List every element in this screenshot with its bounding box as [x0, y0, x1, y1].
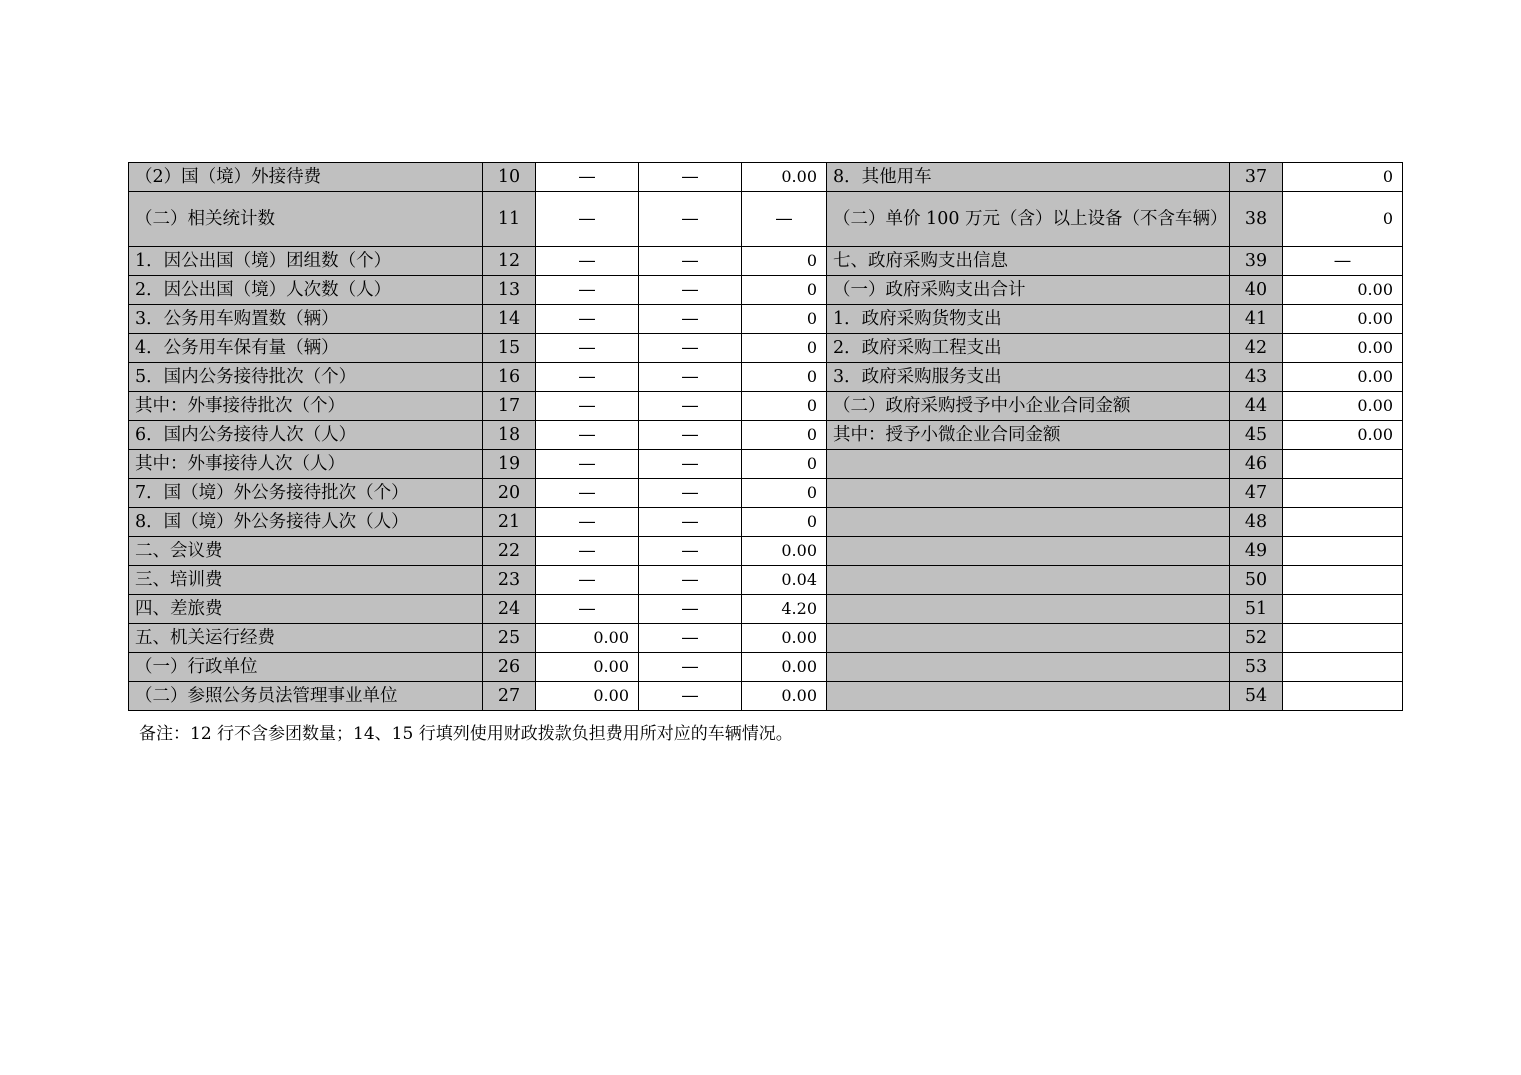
- left-item-label: （二）参照公务员法管理事业单位: [129, 682, 483, 711]
- right-item-label: [827, 624, 1230, 653]
- left-line-number: 21: [483, 508, 536, 537]
- left-line-number: 18: [483, 421, 536, 450]
- right-line-number: 51: [1230, 595, 1283, 624]
- left-line-number: 19: [483, 450, 536, 479]
- left-line-number: 26: [483, 653, 536, 682]
- table-row: [129, 163, 1403, 192]
- left-value-c2: —: [639, 624, 742, 653]
- right-line-number: 45: [1230, 421, 1283, 450]
- left-line-number: 22: [483, 537, 536, 566]
- left-item-label: 其中：外事接待人次（人）: [129, 450, 483, 479]
- left-item-label: 5．国内公务接待批次（个）: [129, 363, 483, 392]
- footnote: 备注：12 行不含参团数量；14、15 行填列使用财政拨款负担费用所对应的车辆情况。: [139, 724, 793, 744]
- left-value-c3: —: [742, 192, 827, 247]
- left-item-label: 2．因公出国（境）人次数（人）: [129, 276, 483, 305]
- left-line-number: 27: [483, 682, 536, 711]
- right-line-number: 54: [1230, 682, 1283, 711]
- left-item-label: 五、机关运行经费: [129, 624, 483, 653]
- table-row: [129, 276, 1403, 305]
- right-value: 0.00: [1283, 363, 1403, 392]
- left-item-label: 6．国内公务接待人次（人）: [129, 421, 483, 450]
- right-value: [1283, 624, 1403, 653]
- right-item-label: 3．政府采购服务支出: [827, 363, 1230, 392]
- left-item-label: 8．国（境）外公务接待人次（人）: [129, 508, 483, 537]
- left-value-c1: —: [536, 508, 639, 537]
- table-row: [129, 392, 1403, 421]
- right-value: [1283, 450, 1403, 479]
- right-item-label: [827, 450, 1230, 479]
- right-item-label: [827, 682, 1230, 711]
- right-line-number: 38: [1230, 192, 1283, 247]
- table-row: [129, 682, 1403, 711]
- right-item-label: [827, 537, 1230, 566]
- left-line-number: 16: [483, 363, 536, 392]
- right-value: 0: [1283, 192, 1403, 247]
- left-line-number: 20: [483, 479, 536, 508]
- left-value-c2: —: [639, 479, 742, 508]
- left-item-label: 其中：外事接待批次（个）: [129, 392, 483, 421]
- left-value-c3: 0: [742, 247, 827, 276]
- left-value-c3: 0.00: [742, 653, 827, 682]
- left-value-c3: 0: [742, 305, 827, 334]
- left-item-label: 三、培训费: [129, 566, 483, 595]
- left-value-c2: —: [639, 537, 742, 566]
- right-item-label: [827, 479, 1230, 508]
- right-value: [1283, 682, 1403, 711]
- left-value-c3: 0: [742, 334, 827, 363]
- table-row: [129, 508, 1403, 537]
- right-line-number: 53: [1230, 653, 1283, 682]
- left-value-c3: 0: [742, 363, 827, 392]
- left-item-label: （2）国（境）外接待费: [129, 163, 483, 192]
- right-value: 0.00: [1283, 276, 1403, 305]
- right-line-number: 47: [1230, 479, 1283, 508]
- left-value-c1: —: [536, 247, 639, 276]
- left-item-label: 二、会议费: [129, 537, 483, 566]
- right-line-number: 50: [1230, 566, 1283, 595]
- left-value-c2: —: [639, 653, 742, 682]
- right-line-number: 48: [1230, 508, 1283, 537]
- left-value-c2: —: [639, 392, 742, 421]
- left-value-c3: 0: [742, 421, 827, 450]
- left-value-c1: 0.00: [536, 682, 639, 711]
- left-value-c2: —: [639, 508, 742, 537]
- expenditure-table: [128, 162, 1403, 711]
- left-value-c3: 0.00: [742, 163, 827, 192]
- left-value-c2: —: [639, 305, 742, 334]
- right-item-label: 其中：授予小微企业合同金额: [827, 421, 1230, 450]
- left-value-c2: —: [639, 566, 742, 595]
- left-line-number: 13: [483, 276, 536, 305]
- left-line-number: 17: [483, 392, 536, 421]
- left-line-number: 14: [483, 305, 536, 334]
- right-line-number: 52: [1230, 624, 1283, 653]
- right-line-number: 40: [1230, 276, 1283, 305]
- left-value-c1: —: [536, 163, 639, 192]
- right-item-label: （一）政府采购支出合计: [827, 276, 1230, 305]
- right-line-number: 49: [1230, 537, 1283, 566]
- table-row: [129, 334, 1403, 363]
- left-line-number: 15: [483, 334, 536, 363]
- left-value-c3: 0: [742, 392, 827, 421]
- left-item-label: 4．公务用车保有量（辆）: [129, 334, 483, 363]
- left-value-c2: —: [639, 450, 742, 479]
- right-item-label: 2．政府采购工程支出: [827, 334, 1230, 363]
- right-item-label: [827, 653, 1230, 682]
- left-value-c2: —: [639, 247, 742, 276]
- left-value-c2: —: [639, 163, 742, 192]
- right-item-label: 1．政府采购货物支出: [827, 305, 1230, 334]
- right-line-number: 41: [1230, 305, 1283, 334]
- left-value-c3: 0: [742, 276, 827, 305]
- table-row: [129, 624, 1403, 653]
- table-row: [129, 363, 1403, 392]
- left-value-c3: 0.00: [742, 537, 827, 566]
- left-value-c3: 0.00: [742, 624, 827, 653]
- right-value: —: [1283, 247, 1403, 276]
- right-line-number: 42: [1230, 334, 1283, 363]
- right-item-label: （二）政府采购授予中小企业合同金额: [827, 392, 1230, 421]
- left-line-number: 10: [483, 163, 536, 192]
- left-value-c1: —: [536, 537, 639, 566]
- left-value-c2: —: [639, 682, 742, 711]
- right-value: 0.00: [1283, 334, 1403, 363]
- right-line-number: 37: [1230, 163, 1283, 192]
- right-value: 0.00: [1283, 392, 1403, 421]
- right-item-label: [827, 566, 1230, 595]
- left-value-c1: —: [536, 479, 639, 508]
- left-value-c1: —: [536, 192, 639, 247]
- left-value-c2: —: [639, 334, 742, 363]
- left-item-label: （二）相关统计数: [129, 192, 483, 247]
- right-item-label: [827, 595, 1230, 624]
- right-line-number: 46: [1230, 450, 1283, 479]
- left-value-c1: 0.00: [536, 653, 639, 682]
- table-row: [129, 566, 1403, 595]
- left-line-number: 24: [483, 595, 536, 624]
- right-value: [1283, 479, 1403, 508]
- left-item-label: （一）行政单位: [129, 653, 483, 682]
- left-value-c1: —: [536, 276, 639, 305]
- left-value-c3: 0: [742, 508, 827, 537]
- left-value-c1: —: [536, 450, 639, 479]
- left-value-c1: —: [536, 392, 639, 421]
- left-value-c1: —: [536, 363, 639, 392]
- left-value-c3: 4.20: [742, 595, 827, 624]
- table-row: [129, 305, 1403, 334]
- right-value: 0.00: [1283, 305, 1403, 334]
- right-item-label: [827, 508, 1230, 537]
- right-value: 0.00: [1283, 421, 1403, 450]
- table-row: [129, 247, 1403, 276]
- left-value-c2: —: [639, 595, 742, 624]
- right-line-number: 39: [1230, 247, 1283, 276]
- left-value-c3: 0: [742, 479, 827, 508]
- left-value-c1: —: [536, 566, 639, 595]
- left-value-c2: —: [639, 363, 742, 392]
- left-line-number: 25: [483, 624, 536, 653]
- left-line-number: 23: [483, 566, 536, 595]
- right-item-label: 七、政府采购支出信息: [827, 247, 1230, 276]
- right-value: [1283, 566, 1403, 595]
- left-value-c3: 0: [742, 450, 827, 479]
- left-item-label: 7．国（境）外公务接待批次（个）: [129, 479, 483, 508]
- table-row: [129, 421, 1403, 450]
- left-value-c2: —: [639, 192, 742, 247]
- left-value-c1: —: [536, 595, 639, 624]
- left-value-c1: —: [536, 421, 639, 450]
- table-row: [129, 653, 1403, 682]
- left-value-c1: —: [536, 334, 639, 363]
- right-line-number: 44: [1230, 392, 1283, 421]
- right-value: [1283, 537, 1403, 566]
- right-value: [1283, 653, 1403, 682]
- right-item-label: 8．其他用车: [827, 163, 1230, 192]
- table-row: [129, 479, 1403, 508]
- table-row: [129, 537, 1403, 566]
- left-item-label: 1．因公出国（境）团组数（个）: [129, 247, 483, 276]
- left-value-c3: 0.00: [742, 682, 827, 711]
- left-item-label: 3．公务用车购置数（辆）: [129, 305, 483, 334]
- right-value: [1283, 508, 1403, 537]
- right-value: [1283, 595, 1403, 624]
- left-item-label: 四、差旅费: [129, 595, 483, 624]
- left-line-number: 12: [483, 247, 536, 276]
- table-row: [129, 192, 1403, 247]
- left-value-c3: 0.04: [742, 566, 827, 595]
- right-item-label: （二）单价 100 万元（含）以上设备（不含车辆）: [827, 192, 1230, 247]
- right-value: 0: [1283, 163, 1403, 192]
- right-line-number: 43: [1230, 363, 1283, 392]
- left-value-c1: —: [536, 305, 639, 334]
- left-value-c2: —: [639, 276, 742, 305]
- left-value-c2: —: [639, 421, 742, 450]
- left-value-c1: 0.00: [536, 624, 639, 653]
- table-row: [129, 450, 1403, 479]
- table-row: [129, 595, 1403, 624]
- left-line-number: 11: [483, 192, 536, 247]
